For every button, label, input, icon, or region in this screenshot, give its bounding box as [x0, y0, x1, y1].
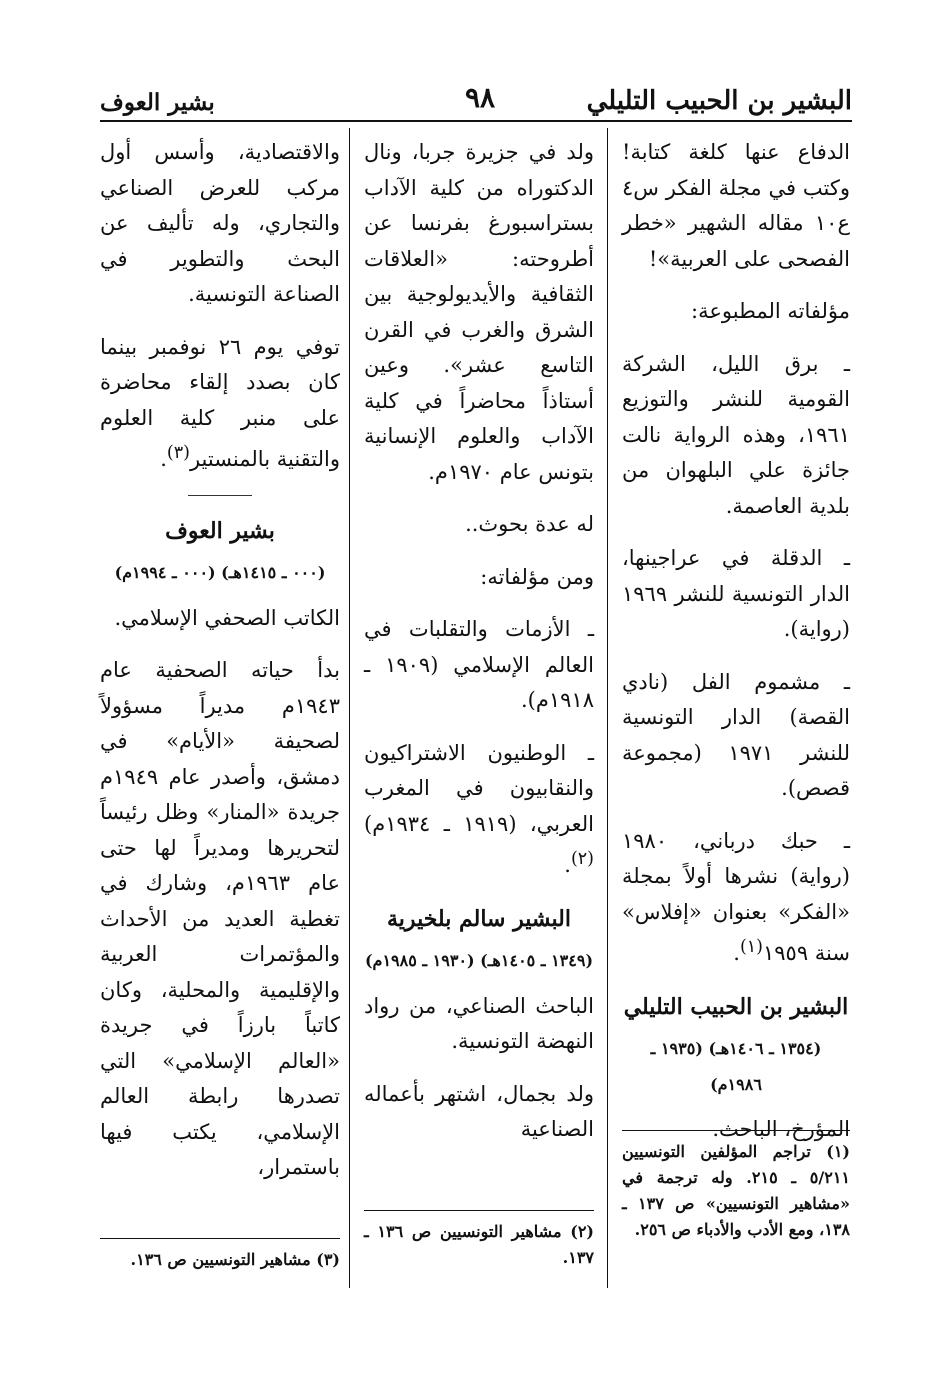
column-divider-right	[607, 128, 608, 1288]
running-title-right: البشير بن الحبيب التليلي	[586, 86, 852, 116]
footnote-text: (٢) مشاهير التونسيين ص ١٣٦ ـ ١٣٧.	[364, 1222, 594, 1267]
footnote-rule	[364, 1210, 594, 1211]
paragraph: له عدة بحوث..	[465, 512, 594, 536]
column-middle	[364, 135, 594, 1165]
entry-dates: (١٣٥٤ ـ ١٤٠٦هـ) (١٩٣٥ ـ ١٩٨٦م)	[650, 1039, 822, 1094]
paragraph: ومن مؤلفاته:	[480, 564, 594, 589]
page-header	[100, 70, 852, 116]
column-right	[622, 135, 850, 1165]
footnote-text: (١) تراجم المؤلفين التونسيين ٥/٢١١ ـ ٢١٥. وله ترجمة في «مشاهير التونسيين» ص ١٣٧ ـ ١٣٨، ومع الأدب والأدباء ص ٢٥٦.	[622, 1142, 851, 1239]
entry-heading: البشير سالم بلخيرية	[387, 905, 571, 932]
section-divider	[188, 495, 252, 496]
entry-heading: بشير العوف	[165, 517, 275, 544]
paragraph: ـ الدقلة في عراجينها، الدار التونسية للنشر ١٩٦٩ (رواية).	[622, 546, 850, 641]
entry-heading: البشير بن الحبيب التليلي	[623, 993, 849, 1020]
header-rule	[100, 120, 852, 122]
entry-dates: (١٣٤٩ ـ ١٤٠٥هـ) (١٩٣٠ ـ ١٩٨٥م)	[364, 951, 594, 970]
paragraph-text: توفي يوم ٢٦ نوفمبر بينما كان بصدد إلقاء محاضرة على منبر كلية العلوم والتقنية بالمنستير	[100, 334, 340, 471]
paragraph: ـ الأزمات والتقلبات في العالم الإسلامي (١٩٠٩ ـ ١٩١٨م).	[364, 617, 595, 712]
paragraph: الدفاع عنها كلغة كتابة! وكتب في مجلة الفكر س٤ ع١٠ مقاله الشهير «خطر الفصحى على العربية»!	[622, 140, 850, 271]
paragraph: ولد في جزيرة جربا، ونال الدكتوراه من كلية الآداب بستراسبورغ بفرنسا عن أطروحته: «العلاقات الثقافية والأيديولوجية بين الشرق والغرب في القرن التاسع عشر». وعين أستاذاً محاضراً في كلية الآداب والعلوم الإنسانية بتونس عام ١٩٧٠م.	[364, 140, 594, 484]
paragraph: الباحث الصناعي، من رواد النهضة التونسية.	[364, 993, 594, 1053]
paragraph: ـ حبك درباني، ١٩٨٠ (رواية) نشرها أولاً بمجلة «الفكر» بعنوان «إفلاس» سنة ١٩٥٩$^{(١)}$.	[622, 828, 850, 965]
paragraph-text: ـ الوطنيون الاشتراكيون والنقابيون في المغرب العربي، (١٩١٩ ـ ١٩٣٤م)	[364, 740, 594, 836]
footnote-right	[622, 1130, 850, 1243]
footnote-left	[100, 1238, 340, 1273]
footnote-middle	[364, 1210, 594, 1271]
paragraph: بدأ حياته الصحفية عام ١٩٤٣م مديراً مسؤولاً لصحيفة «الأيام» في دمشق، وأصدر عام ١٩٤٩م جريدة «المنار» وظل رئيساً لتحريرها ومديراً لها حتى عام ١٩٦٣م، وشارك في تغطية العديد من الأحداث والمؤتمرات العربية والإقليمية والمحلية، وكان كاتباً بارزاً في جريدة «العالم الإسلامي» التي تصدرها رابطة العالم الإسلامي، يكتب فيها باستمرار،	[100, 658, 341, 1179]
column-left	[100, 135, 340, 1203]
paragraph-text: ـ حبك درباني، ١٩٨٠ (رواية) نشرها أولاً بمجلة «الفكر» بعنوان «إفلاس» سنة ١٩٥٩	[622, 828, 850, 965]
paragraph: المؤرخ، الباحث.	[712, 1117, 850, 1141]
footnote-ref: (١)	[739, 937, 763, 957]
column-divider-left	[349, 128, 350, 1288]
paragraph: والاقتصادية، وأسس أول مركب للعرض الصناعي والتجاري، وله تأليف عن البحث والتطوير في الصناعة التونسية.	[100, 140, 340, 306]
page-number: ٩٨	[464, 81, 496, 114]
paragraph: مؤلفاته المطبوعة:	[691, 299, 850, 323]
paragraph	[100, 330, 340, 478]
paragraph: ولد بجمال، اشتهر بأعماله الصناعية	[364, 1081, 594, 1141]
footnote-rule	[622, 1130, 850, 1131]
footnote-ref: (٢)	[570, 849, 594, 869]
paragraph: الكاتب الصحفي الإسلامي.	[114, 605, 340, 630]
paragraph	[364, 736, 594, 884]
paragraph: ـ مشموم الفل (نادي القصة) الدار التونسية للنشر ١٩٧١ (مجموعة قصص).	[622, 669, 851, 800]
footnote-text: (٣) مشاهير التونسيين ص ١٣٦.	[130, 1250, 340, 1269]
entry-dates: (٠٠٠ ـ ١٤١٥هـ) (٠٠٠ ـ ١٩٩٤م)	[114, 563, 326, 582]
footnote-rule	[100, 1238, 340, 1239]
punctuation: .	[160, 447, 167, 471]
running-title-left: بشير العوف	[100, 89, 215, 116]
paragraph: ـ برق الليل، الشركة القومية للنشر والتوزيع ١٩٦١، وهذه الرواية نالت جائزة علي البلهوان من بلدية العاصمة.	[622, 351, 850, 518]
footnote-ref: (٣)	[166, 443, 190, 463]
punctuation: .	[564, 853, 571, 877]
